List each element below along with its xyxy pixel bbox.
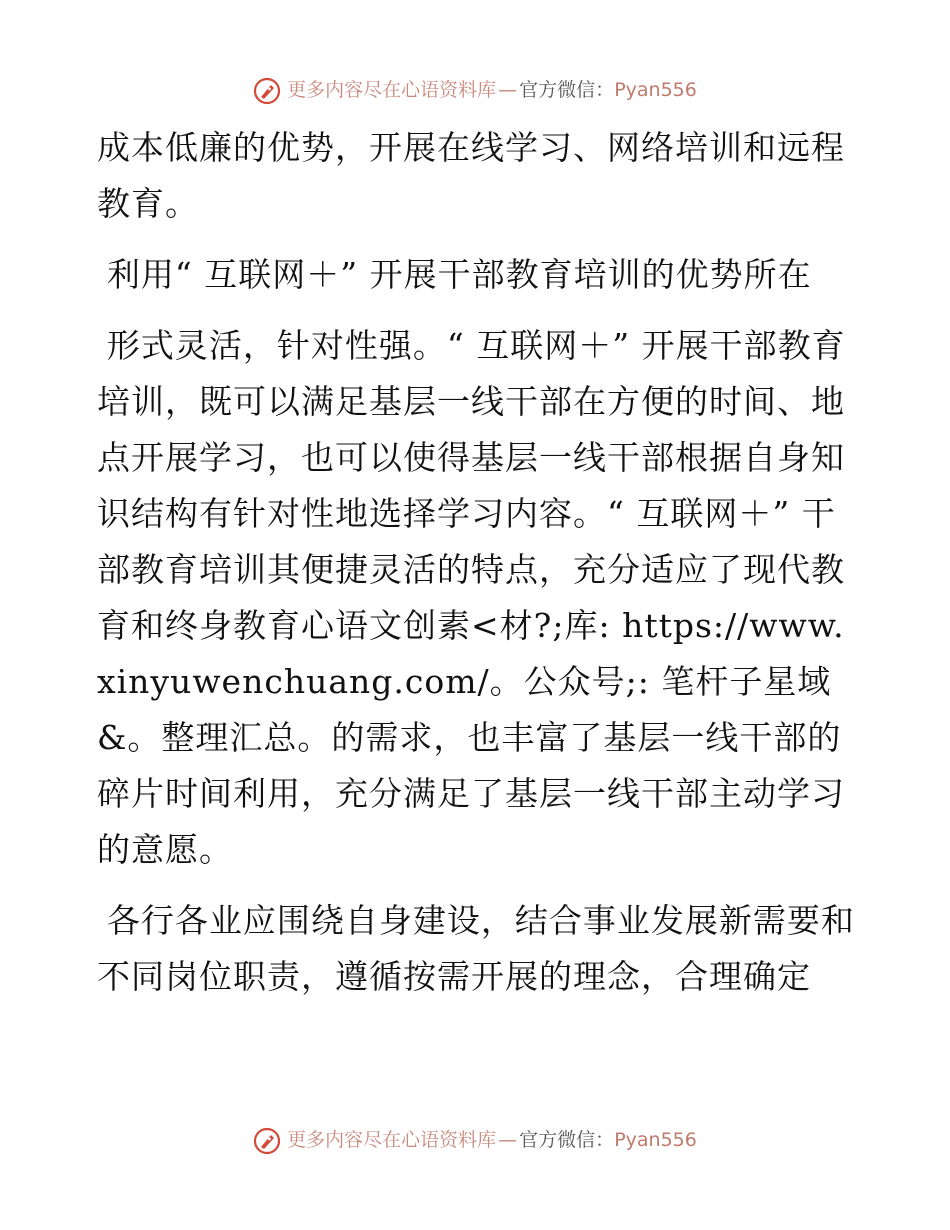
document-body — [97, 120, 857, 1020]
section-heading: 利用“ 互联网＋” 开展干部教育培训的优势所在 — [106, 255, 812, 294]
paragraph-1: 成本低廉的优势，开展在线学习、网络培训和远程教育。 — [97, 128, 845, 223]
pen-nib-circle-icon — [253, 1127, 281, 1155]
pen-nib-circle-icon — [253, 77, 281, 105]
watermark-id: Pyan556 — [614, 79, 697, 101]
watermark-colon: ： — [595, 1129, 615, 1151]
watermark-separator: — — [498, 1129, 518, 1151]
paragraph-3: 各行各业应围绕自身建设，结合事业发展新需要和不同岗位职责，遵循按需开展的理念，合理确定 — [97, 901, 855, 996]
watermark-brand: 更多内容尽在心语资料库 — [287, 79, 497, 101]
watermark-id: Pyan556 — [614, 1129, 697, 1151]
watermark-label: 官方微信 — [519, 1129, 596, 1151]
watermark-separator: — — [498, 79, 518, 101]
watermark-label: 官方微信 — [519, 79, 596, 101]
footer-watermark — [0, 1125, 950, 1155]
header-watermark — [0, 75, 950, 105]
watermark-colon: ： — [595, 79, 615, 101]
watermark-brand: 更多内容尽在心语资料库 — [287, 1129, 497, 1151]
paragraph-2: 形式灵活，针对性强。“ 互联网＋” 开展干部教育培训，既可以满足基层一线干部在方便的时间、地点开展学习，也可以使得基层一线干部根据自身知识结构有针对性地选择学习内容。“ 互联网＋” 干部教育培训其便捷灵活的特点，充分适应了现代教育和终身教育心语文创素<材?;库: https://www.xinyuwenchuang.com/。公众号;: 笔杆子星域&。整理汇总。的需求，也丰富了基层一线干部的碎片时间利用，充分满足了基层一线干部主动学习的意愿。 — [97, 326, 846, 869]
